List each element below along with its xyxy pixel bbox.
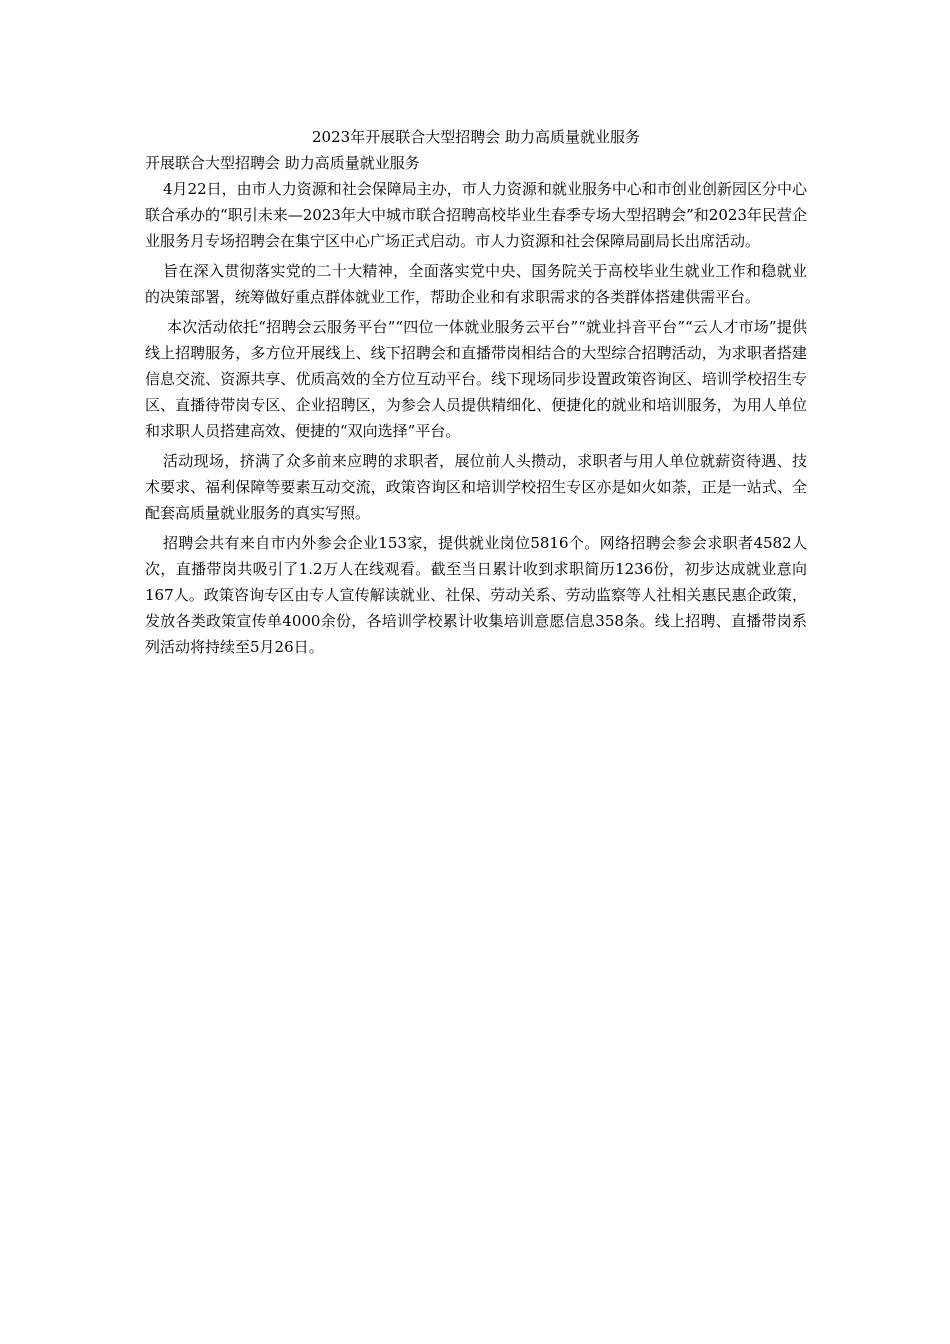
paragraph-event-launch: 4月22日，由市人力资源和社会保障局主办，市人力资源和就业服务中心和市创业创新园区分中心联合承办的“职引未来—2023年大中城市联合招聘高校毕业生春季专场大型招聘会”和2023年民营企业服务月专场招聘会在集宁区中心广场正式启动。市人力资源和社会保障局副局长出席活动。	[145, 180, 807, 250]
paragraph-platforms: 本次活动依托“招聘会云服务平台”“四位一体就业服务云平台”“就业抖音平台”“云人才市场”提供线上招聘服务，多方位开展线上、线下招聘会和直播带岗相结合的大型综合招聘活动，为求职者搭建信息交流、资源共享、优质高效的全方位互动平台。线下现场同步设置政策咨询区、培训学校招生专区、直播待带岗专区、企业招聘区，为参会人员提供精细化、便捷化的就业和培训服务，为用人单位和求职人员搭建高效、便捷的“双向选择”平台。	[145, 318, 807, 440]
paragraph-scene: 活动现场，挤满了众多前来应聘的求职者，展位前人头攒动，求职者与用人单位就薪资待遇、技术要求、福利保障等要素互动交流，政策咨询区和培训学校招生专区亦是如火如荼，正是一站式、全配套高质量就业服务的真实写照。	[145, 452, 807, 522]
document-subtitle: 开展联合大型招聘会 助力高质量就业服务	[145, 154, 420, 172]
paragraph-purpose: 旨在深入贯彻落实党的二十大精神，全面落实党中央、国务院关于高校毕业生就业工作和稳就业的决策部署，统筹做好重点群体就业工作，帮助企业和有求职需求的各类群体搭建供需平台。	[145, 262, 807, 306]
document-title: 2023年开展联合大型招聘会 助力高质量就业服务	[312, 128, 640, 146]
document-page	[145, 126, 807, 664]
paragraph-results: 招聘会共有来自市内外参会企业153家，提供就业岗位5816个。网络招聘会参会求职者4582人次，直播带岗共吸引了1.2万人在线观看。截至当日累计收到求职简历1236份，初步达成就业意向167人。政策咨询专区由专人宣传解读就业、社保、劳动关系、劳动监察等人社相关惠民惠企政策，发放各类政策宣传单4000余份，各培训学校累计收集培训意愿信息358条。线上招聘、直播带岗系列活动将持续至5月26日。	[145, 534, 807, 656]
